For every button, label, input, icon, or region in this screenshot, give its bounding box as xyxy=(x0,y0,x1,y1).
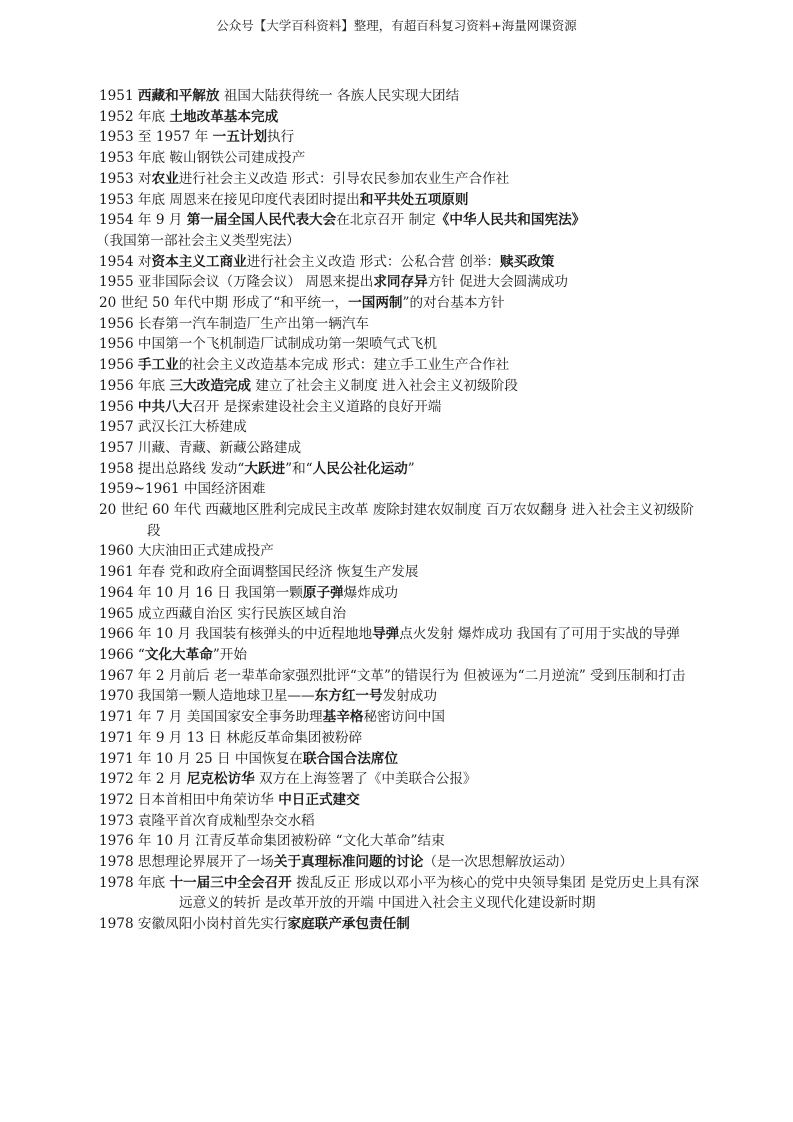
entry-text: 1976 年 10 月 江青反革命集团被粉碎 “文化大革命”结束 xyxy=(99,833,445,850)
entry-text: ”开始 xyxy=(212,646,247,663)
timeline-entry xyxy=(99,686,704,707)
timeline-entry xyxy=(99,583,704,604)
highlighted-term: 东方红一号 xyxy=(314,688,383,705)
timeline-entry xyxy=(99,438,704,459)
entry-text: 1956 年底 xyxy=(99,377,170,394)
entry-text: 祖国大陆获得统一 各族人民实现大团结 xyxy=(219,88,460,104)
entry-text: 1970 我国第一颗人造地球卫星—— xyxy=(99,688,315,705)
entry-text: 1957 武汉长江大桥建成 xyxy=(99,419,247,436)
entry-text: 20 世纪 60 年代 西藏地区胜利完成民主改革 废除封建农奴制度 百万农奴翻身 进入社会主义初级阶段 xyxy=(99,502,694,539)
entry-text: 召开 是探索建设社会主义道路的良好开端 xyxy=(192,398,442,415)
timeline-entry xyxy=(99,707,704,728)
timeline-entry xyxy=(99,541,704,562)
highlighted-term: 一五计划 xyxy=(212,129,268,146)
timeline-entry xyxy=(99,479,704,500)
timeline-entry xyxy=(99,645,704,666)
highlighted-term: 十一届三中全会召开 xyxy=(169,874,292,891)
timeline-entry xyxy=(99,190,704,211)
timeline-entry xyxy=(99,417,704,438)
entry-text: 1956 xyxy=(99,398,138,415)
timeline-entry xyxy=(99,252,704,273)
entry-text: 1972 年 2 月 xyxy=(99,771,187,788)
timeline-entry xyxy=(99,852,704,873)
entry-text: 1967 年 2 月前后 老一辈革命家强烈批评“文革”的错误行为 但被诬为“二月逆流” 受到压制和打击 xyxy=(99,667,686,684)
highlighted-term: 第一届全国人民代表大会 xyxy=(186,212,337,229)
entry-text: 秘密访问中国 xyxy=(363,709,445,726)
entry-text: 1953 年底 周恩来在接见印度代表团时提出 xyxy=(99,191,360,208)
entry-text: 的社会主义改造基本完成 形式：建立手工业生产合作社 xyxy=(178,357,510,374)
entry-text: 1956 长春第一汽车制造厂生产出第一辆汽车 xyxy=(99,315,370,332)
entry-text: 1978 安徽凤阳小岗村首先实行 xyxy=(99,916,288,933)
entry-text: 1957 川藏、青藏、新藏公路建成 xyxy=(99,439,302,456)
timeline-entry xyxy=(99,914,704,935)
timeline-entry xyxy=(99,127,704,148)
highlighted-term: 中共八大 xyxy=(137,398,193,415)
entry-text: 1971 年 10 月 25 日 中国恢复在 xyxy=(99,750,303,767)
entry-text: ”和“ xyxy=(285,460,313,477)
entry-text: ” xyxy=(407,460,415,477)
entry-text: 方针 促进大会圆满成功 xyxy=(427,274,568,291)
timeline-entry xyxy=(99,86,704,107)
timeline-entry xyxy=(99,790,704,811)
entry-text: 1956 xyxy=(99,357,138,374)
highlighted-term: 大跃进 xyxy=(244,460,286,477)
entry-text: 1953 年底 鞍山钢铁公司建成投产 xyxy=(99,150,306,167)
highlighted-term: 《中华人民共和国宪法》 xyxy=(435,212,586,229)
timeline-entry xyxy=(99,728,704,749)
entry-text: 1964 年 10 月 16 日 我国第一颗 xyxy=(99,584,303,601)
timeline-entry xyxy=(99,500,704,541)
timeline-entry xyxy=(99,334,704,355)
timeline-entry xyxy=(99,624,704,645)
timeline-entry xyxy=(99,459,704,480)
timeline-entry xyxy=(99,355,704,376)
timeline-entry xyxy=(99,169,704,190)
timeline-entry xyxy=(99,666,704,687)
entry-text: 1959~1961 中国经济困难 xyxy=(99,481,266,498)
highlighted-term: 三大改造完成 xyxy=(169,377,251,394)
entry-text: 点火发射 爆炸成功 我国有了可用于实战的导弹 xyxy=(399,626,680,643)
entry-text: 1955 亚非国际会议（万隆会议） 周恩来提出 xyxy=(99,274,374,291)
highlighted-term: 中日正式建交 xyxy=(278,791,360,808)
entry-text: 1958 提出总路线 发动“ xyxy=(99,460,245,477)
highlighted-term: 原子弹 xyxy=(302,584,344,601)
entry-text: 发射成功 xyxy=(382,688,437,705)
timeline-list xyxy=(96,86,704,935)
highlighted-term: 尼克松访华 xyxy=(186,771,255,788)
highlighted-term: 一国两制 xyxy=(348,295,403,312)
highlighted-term: 文化大革命 xyxy=(144,646,213,663)
timeline-entry xyxy=(99,811,704,832)
highlighted-term: 资本主义工商业 xyxy=(151,253,247,270)
highlighted-term: 导弹 xyxy=(372,626,400,643)
entry-text: 进行社会主义改造 形式：公私合营 创举： xyxy=(246,253,501,270)
timeline-entry xyxy=(99,749,704,770)
entry-text: （我国第一部社会主义类型宪法） xyxy=(96,232,300,249)
highlighted-term: 手工业 xyxy=(137,357,179,374)
highlighted-term: 土地改革基本完成 xyxy=(169,108,279,125)
timeline-entry xyxy=(99,873,704,914)
entry-text: 进行社会主义改造 形式：引导农民参加农业生产合作社 xyxy=(178,170,510,187)
timeline-entry xyxy=(99,210,704,231)
entry-text: 建立了社会主义制度 进入社会主义初级阶段 xyxy=(251,377,518,394)
timeline-entry xyxy=(99,272,704,293)
entry-text: 1971 年 9 月 13 日 林彪反革命集团被粉碎 xyxy=(99,729,363,746)
entry-text: 1960 大庆油田正式建成投产 xyxy=(99,543,274,560)
entry-text: 1954 对 xyxy=(99,253,152,270)
entry-text: 执行 xyxy=(267,129,295,146)
highlighted-term: 基辛格 xyxy=(322,709,364,726)
entry-text: 双方在上海签署了《中美联合公报》 xyxy=(254,771,477,788)
highlighted-term: 关于真理标准问题的讨论 xyxy=(273,854,424,871)
entry-text: 1951 xyxy=(99,88,138,104)
timeline-entry xyxy=(99,562,704,583)
timeline-entry xyxy=(99,376,704,397)
entry-text: ”的对台基本方针 xyxy=(402,295,505,312)
entry-text: 1971 年 7 月 美国国家安全事务助理 xyxy=(99,709,323,726)
highlighted-term: 西藏和平解放 xyxy=(137,88,220,104)
entry-text: 在北京召开 制定 xyxy=(336,212,436,229)
entry-text: 1966 年 10 月 我国装有核弹头的中近程地地 xyxy=(99,626,373,643)
entry-text: 1953 至 1957 年 xyxy=(99,129,213,146)
timeline-entry xyxy=(99,831,704,852)
timeline-entry xyxy=(99,397,704,418)
entry-text: 1965 成立西藏自治区 实行民族区域自治 xyxy=(99,605,347,622)
highlighted-term: 家庭联产承包责任制 xyxy=(287,916,410,933)
highlighted-term: 农业 xyxy=(151,170,179,187)
highlighted-term: 人民公社化运动 xyxy=(312,460,408,477)
timeline-entry xyxy=(99,769,704,790)
entry-text: 1978 思想理论界展开了一场 xyxy=(99,854,274,871)
highlighted-term: 赎买政策 xyxy=(500,253,555,270)
entry-text: 1956 中国第一个飞机制造厂试制成功第一架喷气式飞机 xyxy=(99,336,437,353)
timeline-entry xyxy=(96,231,704,252)
entry-text: （是一次思想解放运动） xyxy=(423,854,573,871)
entry-text: 1952 年底 xyxy=(99,108,170,125)
entry-text: 1961 年春 党和政府全面调整国民经济 恢复生产发展 xyxy=(99,564,419,581)
highlighted-term: 联合国合法席位 xyxy=(302,750,399,767)
highlighted-term: 求同存异 xyxy=(373,274,428,291)
timeline-entry xyxy=(99,314,704,335)
entry-text: 1954 年 9 月 xyxy=(99,212,187,229)
entry-text: 1966 “ xyxy=(99,646,145,663)
timeline-entry xyxy=(99,107,704,128)
timeline-entry xyxy=(99,604,704,625)
entry-text: 1972 日本首相田中角荣访华 xyxy=(99,791,279,808)
entry-text: 1978 年底 xyxy=(99,874,170,891)
timeline-entry xyxy=(99,293,704,314)
timeline-entry xyxy=(99,148,704,169)
highlighted-term: 和平共处五项原则 xyxy=(359,191,469,208)
entry-text: 1973 袁隆平首次育成籼型杂交水稻 xyxy=(99,812,315,829)
page-header: 公众号【大学百科资料】整理，有超百科复习资料+海量网课资源 xyxy=(216,18,577,33)
entry-text: 20 世纪 50 年代中期 形成了“和平统一， xyxy=(99,295,349,312)
entry-text: 1953 对 xyxy=(99,170,152,187)
entry-text: 拨乱反正 形成以邓小平为核心的党中央领导集团 是党历史上具有深远意义的转折 是改革开放的开端 中国进入社会主义现代化建设新时期 xyxy=(179,874,699,912)
entry-text: 爆炸成功 xyxy=(343,584,399,601)
